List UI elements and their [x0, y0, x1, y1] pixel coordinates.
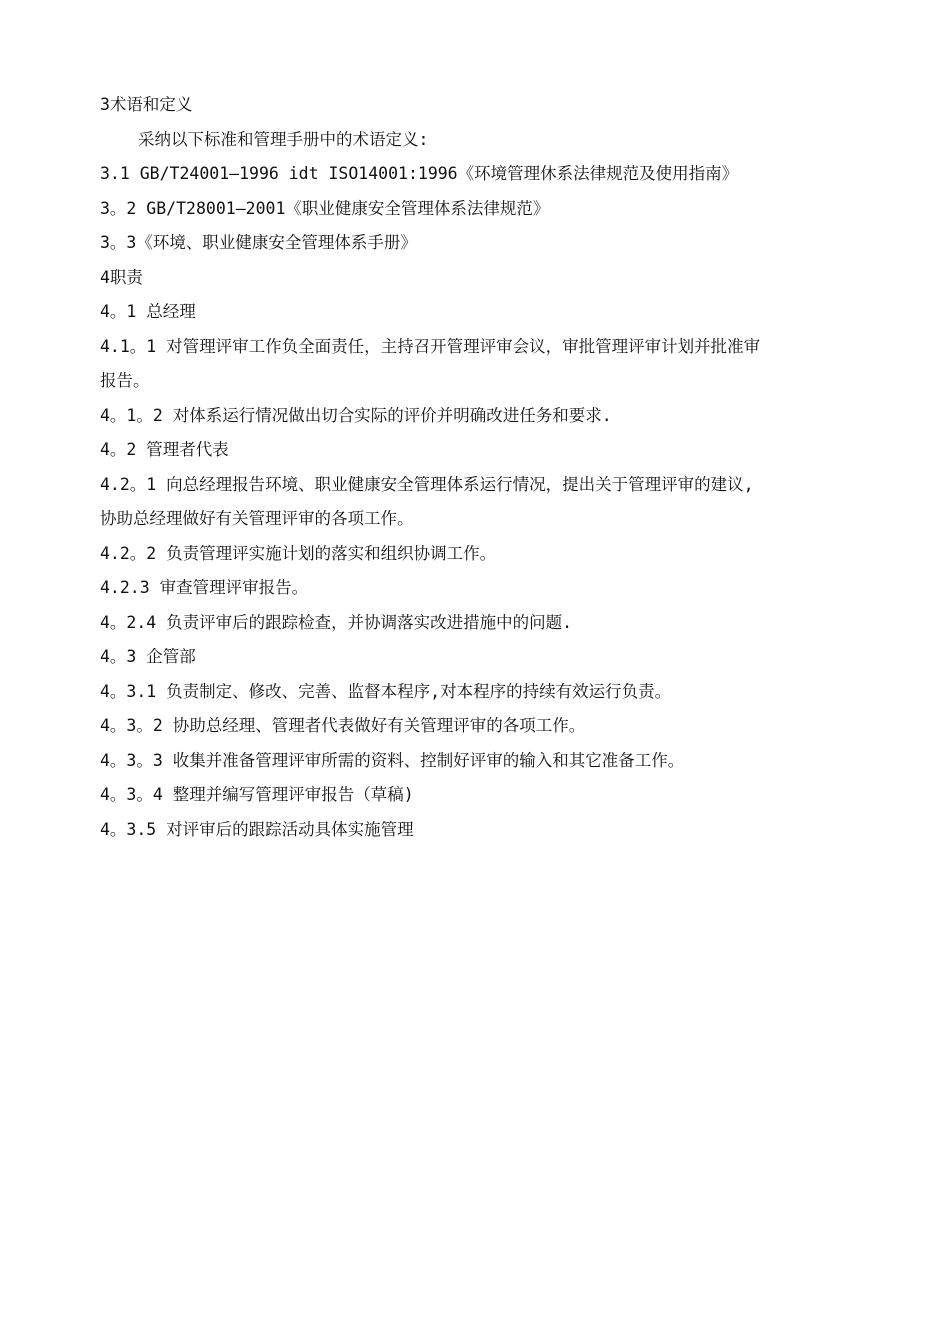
clause-4-2-3: 4.2.3 审查管理评审报告。	[100, 578, 309, 597]
clause-4-2-4: 4。2.4 负责评审后的跟踪检查，并协调落实改进措施中的问题.	[100, 612, 573, 632]
clause-4-2: 4。2 管理者代表	[100, 440, 229, 459]
clause-4-2-2: 4.2。2 负责管理评实施计划的落实和组织协调工作。	[100, 543, 497, 563]
section-heading-3: 3术语和定义	[100, 95, 193, 114]
clause-4-3-1: 4。3.1 负责制定、修改、完善、监督本程序,对本程序的持续有效运行负责。	[100, 681, 672, 701]
clause-3-3: 3。3《环境、职业健康安全管理体系手册》	[100, 233, 417, 252]
clause-4-3-3: 4。3。3 收集并准备管理评审所需的资料、控制好评审的输入和其它准备工作。	[100, 750, 685, 770]
clause-3-1: 3.1 GB/T24001—1996 idt ISO14001:1996《环境管理休系法律规范及使用指南》	[100, 164, 739, 183]
clause-4-3-4: 4。3。4 整理并编写管理评审报告（草稿)	[100, 785, 414, 804]
clause-4-3: 4。3 企管部	[100, 647, 196, 666]
paragraph-terms-intro: 采纳以下标准和管理手册中的术语定义:	[138, 129, 429, 149]
clause-4-3-5: 4。3.5 对评审后的跟踪活动具体实施管理	[100, 819, 414, 839]
clause-4-3-2: 4。3。2 协助总经理、管理者代表做好有关管理评审的各项工作。	[100, 716, 586, 735]
clause-4-1-2: 4。1。2 对体系运行情况做出切合实际的评价并明确改进任务和要求.	[100, 405, 612, 425]
clause-4-2-1-continued: 协助总经理做好有关管理评审的各项工作。	[100, 509, 414, 528]
document-body	[100, 88, 860, 847]
clause-4-1: 4。1 总经理	[100, 302, 196, 321]
clause-3-2: 3。2 GB/T28001—2001《职业健康安全管理体系法律规范》	[100, 198, 550, 218]
section-heading-4: 4职责	[100, 267, 143, 287]
clause-4-1-1-continued: 报告。	[100, 371, 150, 390]
clause-4-1-1: 4.1。1 对管理评审工作负全面责任，主持召开管理评审会议，审批管理评审计划并批准审	[100, 336, 761, 356]
clause-4-2-1: 4.2。1 向总经理报告环境、职业健康安全管理体系运行情况，提出关于管理评审的建议,	[100, 474, 754, 494]
